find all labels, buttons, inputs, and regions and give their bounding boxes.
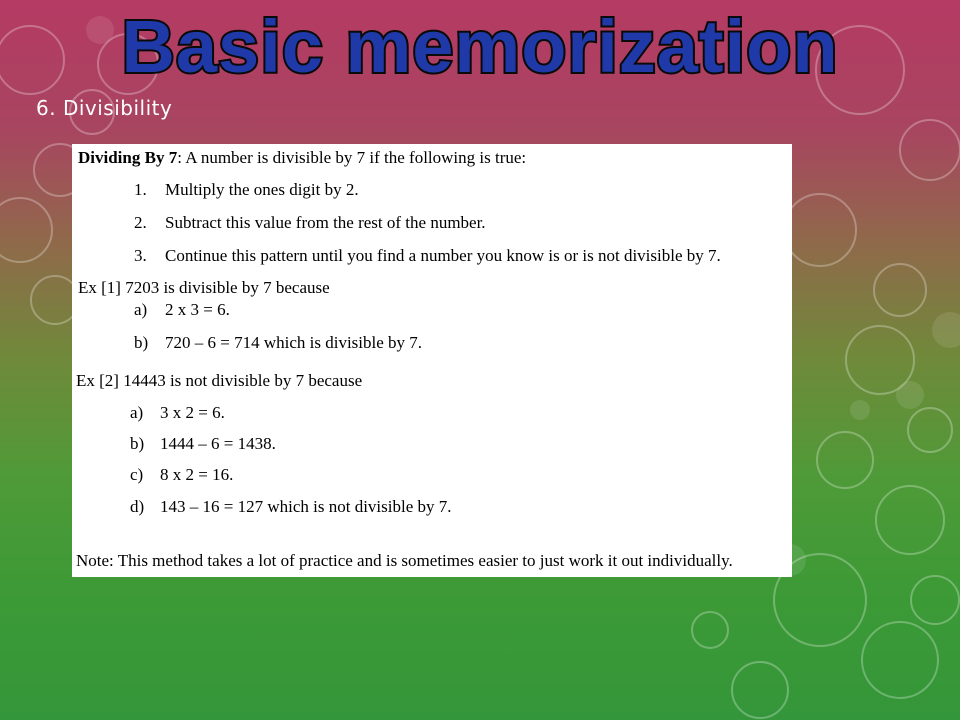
slide-subtitle: 6. Divisibility [36, 96, 173, 120]
example-2-text: 143 – 16 = 127 which is not divisible by 7. [160, 497, 452, 516]
step-marker: 1. [134, 180, 147, 199]
step-text: Continue this pattern until you find a number you know is or is not divisible by 7. [165, 246, 721, 265]
example-1-text: 720 – 6 = 714 which is divisible by 7. [165, 333, 423, 352]
doc-heading [78, 148, 526, 168]
example-2-text: 8 x 2 = 16. [160, 465, 234, 484]
example-2-marker: c) [130, 465, 144, 484]
doc-heading-rest: : A number is divisible by 7 if the following is true: [177, 148, 527, 167]
step-text: Multiply the ones digit by 2. [165, 180, 359, 199]
example-2-marker: b) [130, 434, 145, 453]
doc-note: Note: This method takes a lot of practice and is sometimes easier to just work it out individually. [76, 551, 733, 570]
example-2-text: 1444 – 6 = 1438. [160, 434, 276, 453]
step-text: Subtract this value from the rest of the number. [165, 213, 486, 232]
document-image [72, 144, 792, 577]
example-1-heading: Ex [1] 7203 is divisible by 7 because [78, 278, 330, 297]
example-1-marker: a) [134, 300, 148, 319]
example-2-text: 3 x 2 = 6. [160, 403, 225, 422]
example-1-text: 2 x 3 = 6. [165, 300, 230, 319]
step-marker: 3. [134, 246, 147, 265]
example-2-marker: d) [130, 497, 145, 516]
slide-title: Basic memorization [121, 5, 839, 88]
example-1-marker: b) [134, 333, 149, 352]
example-2-heading: Ex [2] 14443 is not divisible by 7 because [76, 371, 363, 390]
doc-heading-bold: Dividing By 7 [78, 148, 178, 167]
step-marker: 2. [134, 213, 147, 232]
example-2-marker: a) [130, 403, 144, 422]
